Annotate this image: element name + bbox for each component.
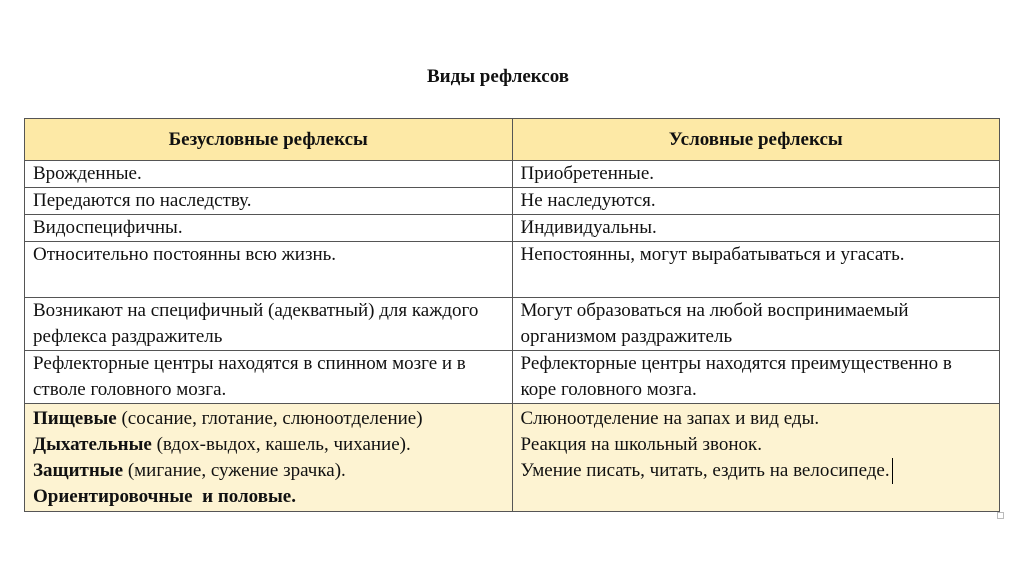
cell: Рефлекторные центры находятся в спинном мозге и в стволе головного мозга. xyxy=(25,351,513,404)
page-title xyxy=(0,66,1024,88)
cell: Передаются по наследству. xyxy=(25,188,513,215)
example-bold: Пищевые xyxy=(33,408,117,429)
table-row xyxy=(25,215,1000,242)
cell: Непостоянны, могут вырабатываться и угасать. xyxy=(512,242,1000,298)
cell: Врожденные. xyxy=(25,161,513,188)
cell: Не наследуются. xyxy=(512,188,1000,215)
example-text: (мигание, сужение зрачка). xyxy=(123,460,346,481)
example-bold: Защитные xyxy=(33,460,124,481)
cell: Относительно постоянны всю жизнь. xyxy=(25,242,513,298)
table-header xyxy=(25,119,1000,161)
example-line: Умение писать, читать, ездить на велосипеде. xyxy=(521,458,893,484)
title-text: Виды рефлексов xyxy=(426,66,569,87)
table-row xyxy=(25,298,1000,351)
header-unconditioned: Безусловные рефлексы xyxy=(25,119,513,161)
header-conditioned: Условные рефлексы xyxy=(512,119,1000,161)
example-text: (сосание, глотание, слюноотделение) xyxy=(116,408,423,429)
example-line xyxy=(33,458,504,484)
example-text: (вдох-выдох, кашель, чихание). xyxy=(151,434,411,455)
cell: Индивидуальны. xyxy=(512,215,1000,242)
table-row xyxy=(25,242,1000,298)
reflex-table xyxy=(24,118,1000,512)
examples-conditioned xyxy=(512,404,1000,512)
table-row xyxy=(25,351,1000,404)
cell: Могут образоваться на любой воспринимаемый организмом раздражитель xyxy=(512,298,1000,351)
example-bold: Ориентировочные и половые. xyxy=(33,486,296,507)
examples-row xyxy=(25,404,1000,512)
example-line: Реакция на школьный звонок. xyxy=(520,434,762,455)
cell: Приобретенные. xyxy=(512,161,1000,188)
cell: Рефлекторные центры находятся преимущественно в коре головного мозга. xyxy=(512,351,1000,404)
resize-handle xyxy=(997,512,1004,519)
table-row xyxy=(25,188,1000,215)
example-line xyxy=(33,484,504,510)
cell: Возникают на специфичный (адекватный) для каждого рефлекса раздражитель xyxy=(25,298,513,351)
cell: Видоспецифичны. xyxy=(25,215,513,242)
table-row xyxy=(25,161,1000,188)
example-line xyxy=(33,432,504,458)
example-bold: Дыхательные xyxy=(33,434,152,455)
example-line: Слюноотделение на запах и вид еды. xyxy=(520,408,820,429)
example-line xyxy=(33,406,504,432)
examples-unconditioned xyxy=(25,404,513,512)
